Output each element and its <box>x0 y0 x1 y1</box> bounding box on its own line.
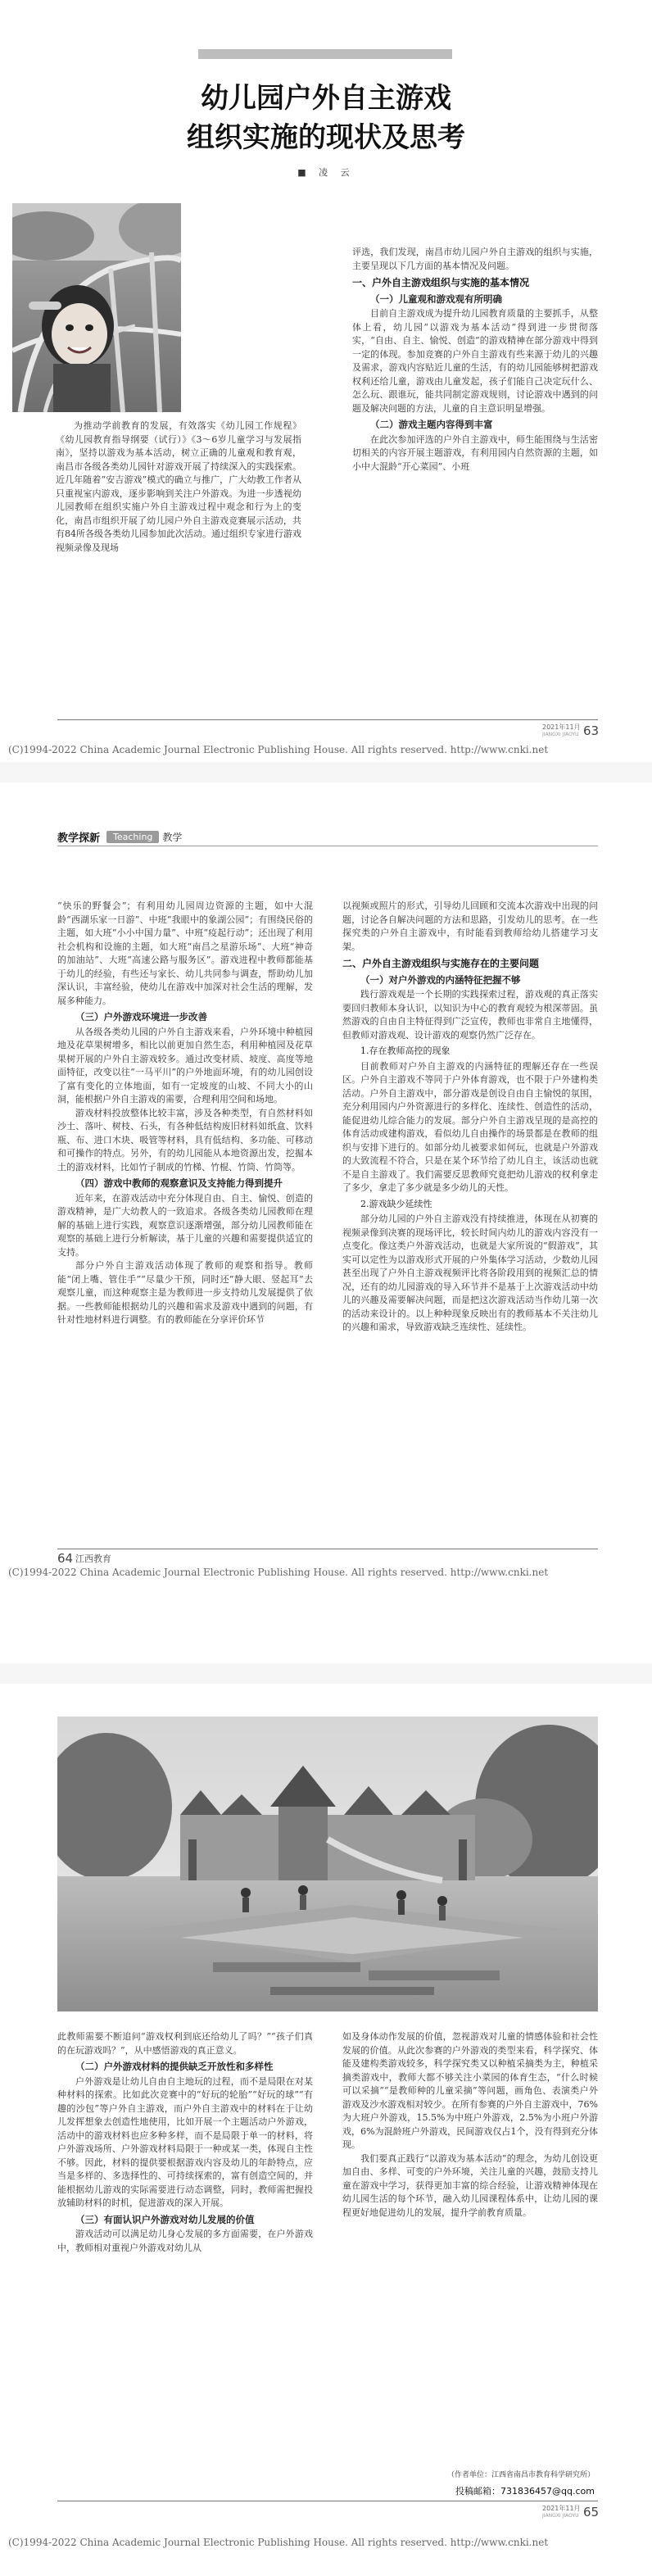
section-1-heading: 一、户外自主游戏组织与实施的基本情况 <box>352 277 530 288</box>
article-title-line1: 幼儿园户外自主游戏 <box>201 82 451 115</box>
child-photo-graphic <box>12 203 181 412</box>
section-1-3-text1: 从各级各类幼儿园的户外自主游戏来看，户外环境中种植园地及花草果树增多，相比以前更加自然生态，利用种植园及花草果树开展的户外自主游戏较多。通过改变材质、坡度、高度等地面特征，改变以往“一马平川”的户外地面环境，有的幼儿园创设了富有变化的立体地面，如有一定坡度的山坡、不同大小的山洞，能根据户外自主游戏的需要，合理利用空间和场地。 <box>57 1026 313 1104</box>
p3-text-c: 我们要真正践行“以游戏为基本活动”的理念，为幼儿创设更加自由、多样、可变的户外环境，关注儿童的兴趣，鼓励支持儿童在游戏中学习，获得更加丰富的综合经验，让游戏精神体现在幼儿园生活的每个环节，融入幼儿园课程体系中，让幼儿园的课程更好地促进幼儿的发展，提升学前教育质量。 <box>342 2152 598 2218</box>
copyright-footer-p2: (C)1994-2022 China Academic Journal Electronic Publishing House. All rights reserved. http://www.cnki.net <box>8 1567 549 1578</box>
section-2-2-text: 户外游戏是让幼儿自由自主地玩的过程，而不是局限在对某种材料的探索。比如此次竞赛中的“好玩的轮胎”“好玩的球”“有趣的沙包”等户外自主游戏，而户外自主游戏中的材料在于让幼儿发挥想象去创造性地使用，比如开展一个主题活动户外游戏，活动中的游戏材料也应多种多样，而不是局限于单一的材料，将户外游戏场所、户外游戏材料局限于一种或某一类，体现自主性不够。因此，材料的提供要根据游戏内容及幼儿的年龄特点，应当是多样的、多选择性的、可持续探索的，富有创造空间的，并能根据幼儿游戏的实际需要进行动态调整，同时，教师需把握投放辅助材料的时机，促进游戏的深入开展。 <box>57 2075 313 2208</box>
contact-email-address: 731836457@qq.com <box>500 2486 595 2497</box>
issue-date-sub-p3: JIANGXI JIAOYU <box>542 2513 579 2519</box>
section-1-1-heading: （一）儿童观和游戏观有所明确 <box>370 293 502 305</box>
section-header-cn2: 教学 <box>162 832 183 843</box>
right-column-p2 <box>342 900 598 1335</box>
playground-photo-graphic <box>57 1717 598 2011</box>
intro-column <box>56 420 301 555</box>
section-2-heading: 二、户外自主游戏组织与实施存在的主要问题 <box>342 958 540 969</box>
issue-date-sub: JIANGXI JIAOYU <box>542 732 579 737</box>
left-column-p3 <box>57 2030 313 2255</box>
author-affiliation: （作者单位：江西省南昌市教育科学研究所） <box>446 2471 595 2479</box>
section-1-2-heading: （二）游戏主题内容得到丰富 <box>370 419 493 430</box>
page-gap <box>0 762 652 782</box>
p3-text-b: 如及身体动作发展的价值，忽视游戏对儿童的情感体验和社会性发展的价值。从此次参赛的户外游戏的类型来看，科学探究、体能及建构类游戏较多，科学探究类又以种植采摘类为主，种植采摘类游戏中，教师大都不够关注小菜园的体育生态，“什么时候可以采摘”“是教师种的儿童采摘”等问题，画角色、表演类户外游戏及沙水游戏相对较少。在所有参赛的户外自主游戏中，76%为大班户外游戏，15.5%为中班户外游戏，2.5%为小班户外游戏，6%为混龄班户外游戏，民间游戏仅占1个，没有得到充分体现。 <box>342 2031 598 2150</box>
page-number-p3: 65 <box>583 2505 600 2519</box>
section-header <box>57 829 182 845</box>
section-1-4-heading: （四）游戏中教师的观察意识及支持能力得到提升 <box>75 1177 283 1189</box>
section-header-cn: 教学探新 <box>57 832 101 845</box>
footer-rule <box>57 719 598 720</box>
section-2-1-heading: （一）对户外游戏的内涵特征把握不够 <box>360 973 521 986</box>
p3-text-a: 此教师需要不断追问“游戏权利到底还给幼儿了吗？”“孩子们真的在玩游戏吗？”，从中感悟游戏的真正意义。 <box>57 2031 313 2056</box>
page-number-p2: 64 <box>57 1551 74 1566</box>
issue-date <box>542 723 581 737</box>
copyright-footer-p3: (C)1994-2022 China Academic Journal Electronic Publishing House. All rights reserved. http://www.cnki.net <box>8 2537 549 2548</box>
section-header-en: Teaching <box>106 831 159 843</box>
page-gap-2 <box>0 1663 652 1684</box>
section-2-1-sub1: 1.存在教师高控的现象 <box>360 1045 451 1056</box>
copyright-footer: (C)1994-2022 China Academic Journal Electronic Publishing House. All rights reserved. http://www.cnki.net <box>8 744 549 755</box>
issue-date-p3 <box>542 2504 581 2519</box>
right-column-p3 <box>342 2030 598 2220</box>
section-2-2-heading: （二）户外游戏材料的提供缺乏开放性和多样性 <box>75 2061 274 2072</box>
section-1-1-text: 目前自主游戏成为提升幼儿园教育质量的主要抓手，从整体上看，幼儿园“以游戏为基本活动”得到进一步贯彻落实，“自由、自主、愉悦、创造”的游戏精神在部分游戏中得到一定的体现。参加竞赛的户外自主游戏有些来源于幼儿的兴趣及需求，游戏内容贴近儿童的生活，有的幼儿园能够树把游戏权利还给儿童，游戏由儿童发起，孩子们能自己决定玩什么、怎么玩、跟谁玩，能共同制定游戏规则，讨论游戏中遇到的问题及解决问题的方法，儿童的自主意识明显增强。 <box>352 308 598 414</box>
section-2-1-text3: 部分幼儿园的户外自主游戏没有持续推进，体现在从初赛的视频录像到决赛的现场评比，较长时间内幼儿的游戏内容没有一点变化。像这类户外游戏活动，也就是大家所说的“假游戏”，其实可以定性为以游戏形式开展的户外集体学习活动，少数幼儿园甚至出现了户外自主游戏视频评比将各阶段用到的视频汇总的情况，还有的幼儿园游戏的导入环节并不是基于上次游戏活动中幼儿的兴趣及需要解决问题，而是把这次游戏活动当作幼儿第一次的活动来设计的。以上种种现象反映出有的教师基本不关注幼儿的兴趣和需求，导致游戏缺乏连续性、延续性。 <box>342 1213 598 1332</box>
article-title-line2: 组织实施的现状及思考 <box>187 121 465 154</box>
section-1-2-text: 在此次参加评选的户外自主游戏中，师生能围绕与生活密切相关的内容开展主题游戏，有利用园内自然资源的主题，如小中大混龄“开心菜园”、小班 <box>352 433 598 472</box>
section-1-4-text1: 近年来，在游戏活动中充分体现自由、自主、愉悦、创造的游戏精神，是广大幼教人的一致追求。各级各类幼儿园教师在理解的基础上进行实践，观察意识逐渐增强，部分幼儿园教师能在观察的基础上进行分析解读，基于儿童的兴趣和需要提供适宜的支持。 <box>57 1192 313 1258</box>
title-decor-bar <box>198 49 452 59</box>
section-1-4-text2: 部分户外自主游戏活动体现了教师的观察和指导。教师能“闭上嘴、管住手”“尽量少干预，同时还”静大眼、竖起耳”去观察儿童，而这种观察主是为教师进一步支持幼儿发展提供了依据。一些教师能根据幼儿的兴趣和需求及游戏中遇到的问题，有针对性地材料进行调整。有的教师能在分享评价环节 <box>57 1260 313 1325</box>
issue-date-text-p3: 2021年11月 <box>542 2505 581 2512</box>
page-number: 63 <box>583 723 600 738</box>
left-column-p2 <box>57 900 313 1327</box>
child-photo <box>12 203 181 412</box>
section-2-3-text: 游戏活动可以满足幼儿身心发展的多方面需要，在户外游戏中，教师相对重视户外游戏对幼儿从 <box>57 2229 313 2253</box>
p2-text-b: 以视频或照片的形式，引导幼儿回顾和交流本次游戏中出现的问题，讨论各自解决问题的方法和思路，引发幼儿的思考。在一些探究类的户外自主游戏中，有时能看到教师给幼儿搭建学习支架。 <box>342 900 598 952</box>
page-1 <box>0 0 652 762</box>
issue-date-text: 2021年11月 <box>542 723 581 731</box>
p2-text-a: “快乐的野餐会”；有利用幼儿园周边资源的主题，如中大混龄“西湖乐家一日游”、中班“我眼中的象湖公园”；有围绕民俗的主题，如大班“小小中国力量”、中班“疫起行动”；还出现了利用社会机构和设施的主题，如大班“南昌之星游乐场”、大班“神奇的加油站”、大班“高速公路与服务区”。游戏进程中教师都能基于幼儿的经验，有些还与家长、幼儿共同参与调查，帮助幼儿加深认识，丰富经验，使幼儿在游戏中加深对社会生活的理解，发展多种能力。 <box>57 900 313 1006</box>
section-1-3-heading: （三）户外游戏环境进一步改善 <box>75 1011 207 1023</box>
playground-photo <box>57 1717 598 2011</box>
section-2-1-text1: 践行游戏观是一个长期的实践探索过程，游戏观的真正落实要回归教师本身认识，以知识为中心的教育观较为根深蒂固。虽然游戏的自由自主特征得到广泛宣传，教师也非常自主地懂得，但教师对游戏观、设计游戏的观察仍然广泛存在。 <box>342 989 598 1041</box>
contact-email <box>455 2484 595 2497</box>
right-column-p1 <box>352 246 598 474</box>
intro-paragraph: 为推动学前教育的发展，有效落实《幼儿园工作规程》《幼儿园教育指导纲要（试行）》《3～6岁儿童学习与发展指南》，坚持以游戏为基本活动，树立正确的儿童观和教育观，南昌市各级各类幼儿园针对游戏开展了持续深入的实践探索。近几年随着“安吉游戏”模式的确立与推广，广大幼教工作者从只重视室内游戏，逐步影响到关注户外游戏。为进一步透视幼儿园教师在组织实施户外自主游戏过程中观念和行为上的变化，南昌市组织开展了幼儿园户外自主游戏竞赛展示活动，共有84所各级各类幼儿园参加此次活动。通过组织专家进行游戏视频录像及现场 <box>56 420 301 553</box>
section-2-1-text2: 目前教师对户外自主游戏的内涵特征的理解还存在一些误区。户外自主游戏不等同于户外体育游戏，也不限于户外建构类活动。户外自主游戏中，部分游戏是创设自由自主愉悦的氛围，充分利用园内户外资源进行的多样化、连续性、创造性的活动，能促进幼儿综合能力的发展。部分户外自主游戏呈现的是高控的体育活动或建构游戏，看似幼儿自由操作的场景都是在教师的组织与安排下进行的。如部分幼儿被要求如何玩，也就是户外游戏的大致流程不符合，只是在某个环节给了幼儿自主，该活动也就不是自主游戏了。我们需要反思教师究竟把幼儿游戏的权利拿走了多少，拿走了多少就是多少幼儿的天性。 <box>342 1060 598 1193</box>
section-2-3-heading: （三）有面认识户外游戏对幼儿发展的价值 <box>75 2213 255 2225</box>
section-1-3-text2: 游戏材料投放整体比较丰富，涉及各种类型，有自然材料如沙土、落叶、树枝、石头，有各种低结构废旧材料如纸盒、饮料瓶、布、进口木块、吸管等材料，具有低结构、多功能、可移动和可操作的特点。另外，有的幼儿园能从本地资源出发，挖掘本土的游戏材料，比如竹子制成的竹梯、竹棍、竹筒、竹筒等。 <box>57 1107 313 1172</box>
intro-continued: 评选，我们发现，南昌市幼儿园户外自主游戏的组织与实施，主要呈现以下几方面的基本情况及问题。 <box>352 247 598 271</box>
contact-label: 投稿邮箱： <box>455 2486 501 2497</box>
section-2-1-sub2: 2.游戏缺少延续性 <box>360 1198 432 1209</box>
journal-brand: 江西教育 <box>75 1553 111 1564</box>
author: ■ 凌 云 <box>297 167 355 178</box>
